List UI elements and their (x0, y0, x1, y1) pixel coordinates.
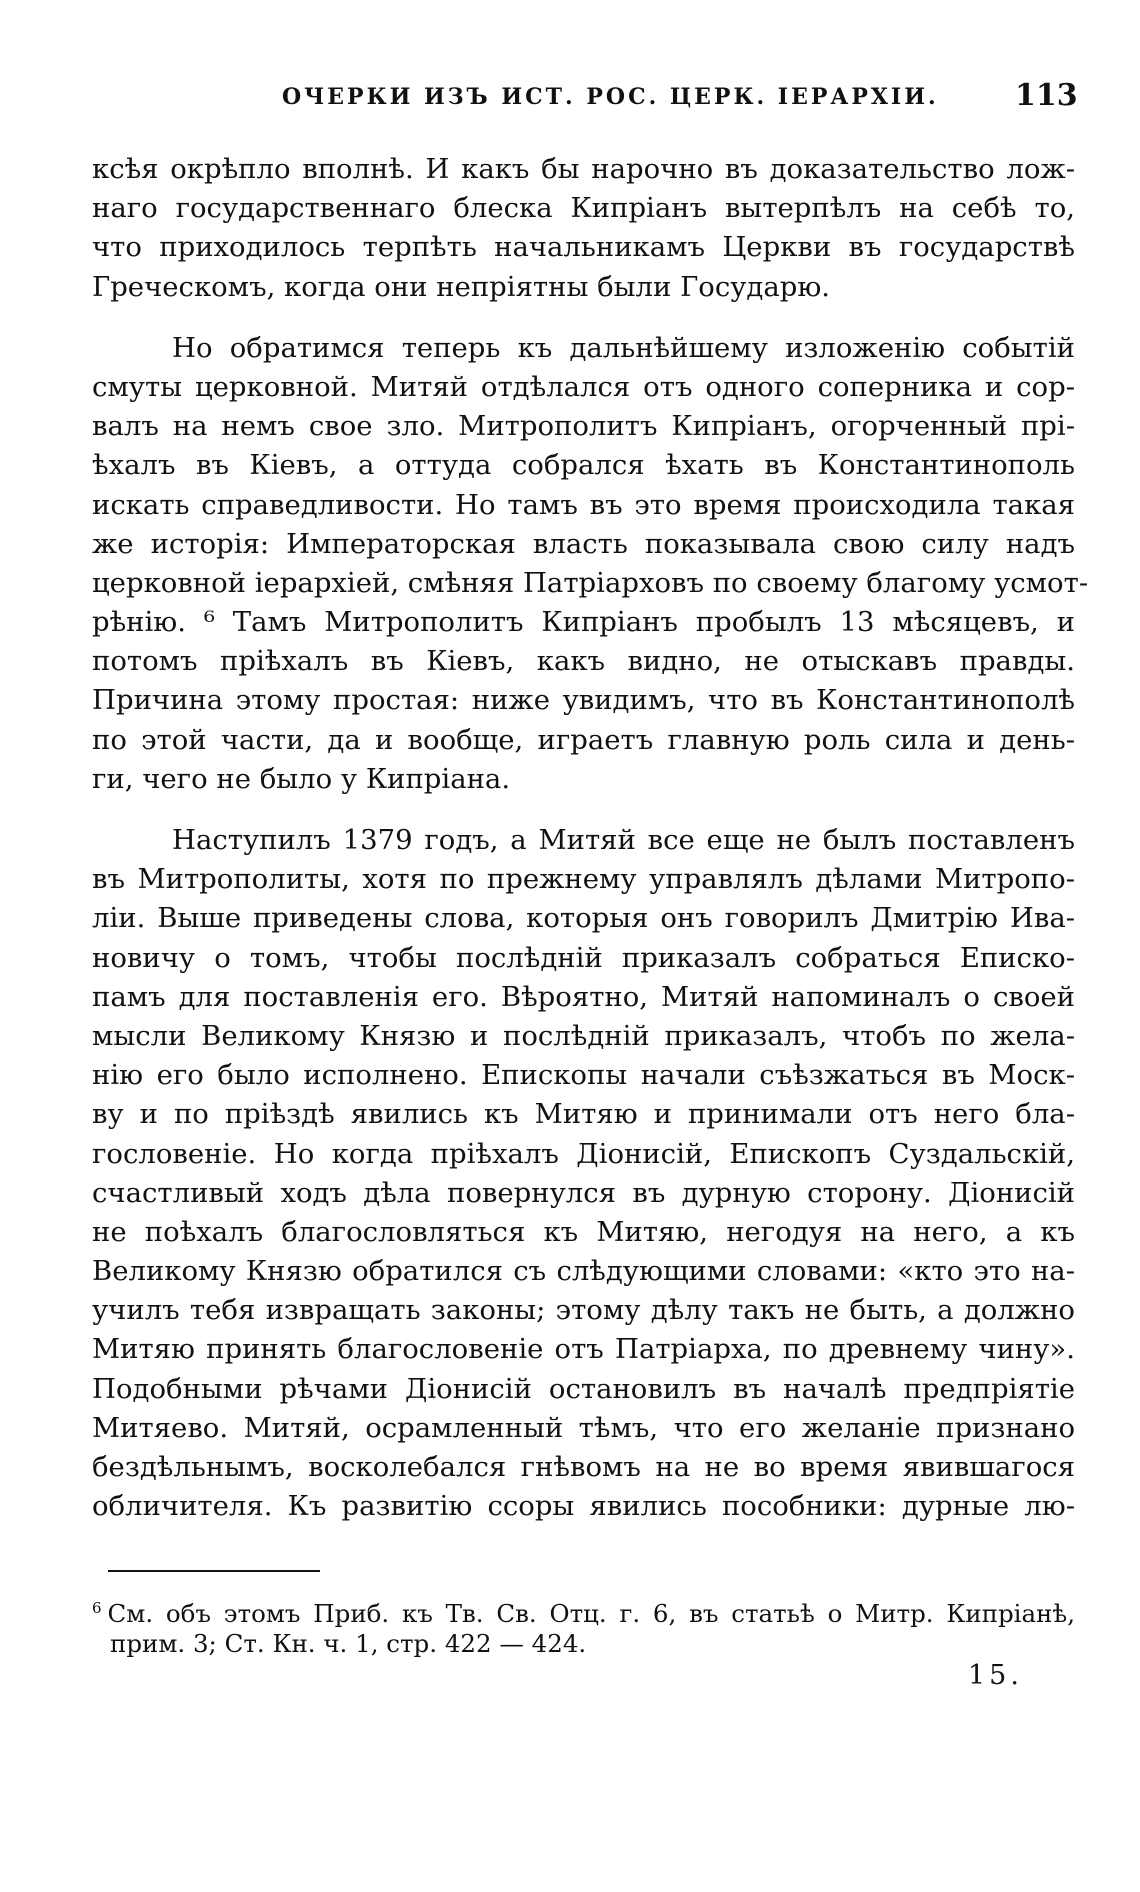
paragraph (92, 821, 1075, 1526)
text-line: счастливый ходъ дѣла повернулся въ дурную сторону. Діонисій (92, 1176, 1075, 1209)
text-line: ксѣя окрѣпло вполнѣ. И какъ бы нарочно въ доказательство лож- (92, 153, 1075, 185)
text-line: не поѣхалъ благословляться къ Митяю, негодуя на него, а къ (92, 1215, 1075, 1248)
footnote-line: прим. 3; Ст. Кн. ч. 1, стр. 422 — 424. (110, 1629, 587, 1658)
footnote (92, 1590, 1075, 1662)
text-line: Великому Князю обратился съ слѣдующими словами: «кто это на- (92, 1255, 1075, 1288)
text-line: валъ на немъ свое зло. Митрополитъ Кипріанъ, огорченный прі- (92, 410, 1075, 443)
text-line: потомъ пріѣхалъ въ Кіевъ, какъ видно, не отыскавъ правды. (92, 645, 1075, 678)
paragraph-gap (92, 307, 1075, 329)
text-line: церковной іерархіей, смѣняя Патріарховъ по своему благому усмот- (92, 566, 1089, 599)
text-line: Греческомъ, когда они непріятны были Государю. (92, 270, 831, 303)
text-line: обличителя. Къ развитію ссоры явились пособники: дурные лю- (92, 1490, 1075, 1523)
text-line: Причина этому простая: ниже увидимъ, что въ Константинополѣ (92, 684, 1075, 717)
text-line: искать справедливости. Но тамъ въ это время происходила такая (92, 488, 1075, 521)
text-line: ву и по пріѣздѣ явились къ Митяю и принимали отъ него бла- (92, 1098, 1075, 1131)
text-line: ліи. Выше приведены слова, которыя онъ говорилъ Дмитрію Ива- (92, 902, 1075, 935)
running-head: ОЧЕРКИ ИЗЪ ИСТ. РОС. ЦЕРК. ІЕРАРХІИ. (282, 84, 939, 110)
paragraph (92, 329, 1089, 799)
text-line: же исторія: Императорская власть показывала свою силу надъ (92, 527, 1075, 560)
text-line: наго государственнаго блеска Кипріанъ вытерпѣлъ на себѣ то, (92, 192, 1075, 225)
text-line: по этой части, да и вообще, играетъ главную роль сила и день- (92, 723, 1075, 756)
footnote-divider (108, 1570, 320, 1572)
text-line: Но обратимся теперь къ дальнѣйшему изложенію событій (172, 331, 1075, 364)
body-text (92, 150, 1089, 1526)
footnote-text: См. объ этомъ Приб. къ Тв. Св. Отц. г. 6, въ статьѣ о Митр. Кипріанѣ, (107, 1599, 1075, 1629)
signature-mark: 15. (968, 1660, 1023, 1691)
text-line: ги, чего не было у Кипріана. (92, 762, 511, 795)
text-line: нію его было исполнено. Епископы начали съѣзжаться въ Моск- (92, 1059, 1075, 1092)
text-line: смуты церковной. Митяй отдѣлался отъ одного соперника и сор- (92, 370, 1075, 403)
page-number: 113 (1015, 78, 1078, 113)
paragraph-gap (92, 799, 1075, 821)
text-line: ѣхалъ въ Кіевъ, а оттуда собрался ѣхать въ Константинополь (92, 449, 1075, 482)
text-line: Наступилъ 1379 годъ, а Митяй все еще не былъ поставленъ (172, 824, 1075, 856)
paragraph (92, 150, 1075, 307)
text-line: памъ для поставленія его. Вѣроятно, Митяй напоминалъ о своей (92, 980, 1075, 1013)
text-line: въ Митрополиты, хотя по прежнему управлялъ дѣлами Митропо- (92, 863, 1075, 896)
text-line: училъ тебя извращать законы; этому дѣлу такъ не быть, а должно (92, 1294, 1075, 1327)
text-line: гословеніе. Но когда пріѣхалъ Діонисій, Епископъ Суздальскій, (92, 1137, 1075, 1170)
text-line: Митяю принять благословеніе отъ Патріарха, по древнему чину». (92, 1333, 1075, 1366)
text-line: мысли Великому Князю и послѣдній приказалъ, чтобъ по жела- (92, 1019, 1075, 1052)
text-line: новичу о томъ, чтобы послѣдній приказалъ собраться Еписко- (92, 941, 1075, 974)
footnote-line (92, 1590, 1075, 1629)
text-line: рѣнію. ⁶ Тамъ Митрополитъ Кипріанъ пробылъ 13 мѣсяцевъ, и (92, 606, 1075, 639)
text-line: Митяево. Митяй, осрамленный тѣмъ, что его желаніе признано (92, 1411, 1075, 1444)
text-line: бездѣльнымъ, восколебался гнѣвомъ на не во время явившагося (92, 1451, 1075, 1483)
text-line: что приходилось терпѣть начальникамъ Церкви въ государствѣ (92, 231, 1075, 264)
footnote-marker: 6 (92, 1599, 102, 1617)
text-line: Подобными рѣчами Діонисій остановилъ въ началѣ предпріятіе (92, 1372, 1075, 1405)
